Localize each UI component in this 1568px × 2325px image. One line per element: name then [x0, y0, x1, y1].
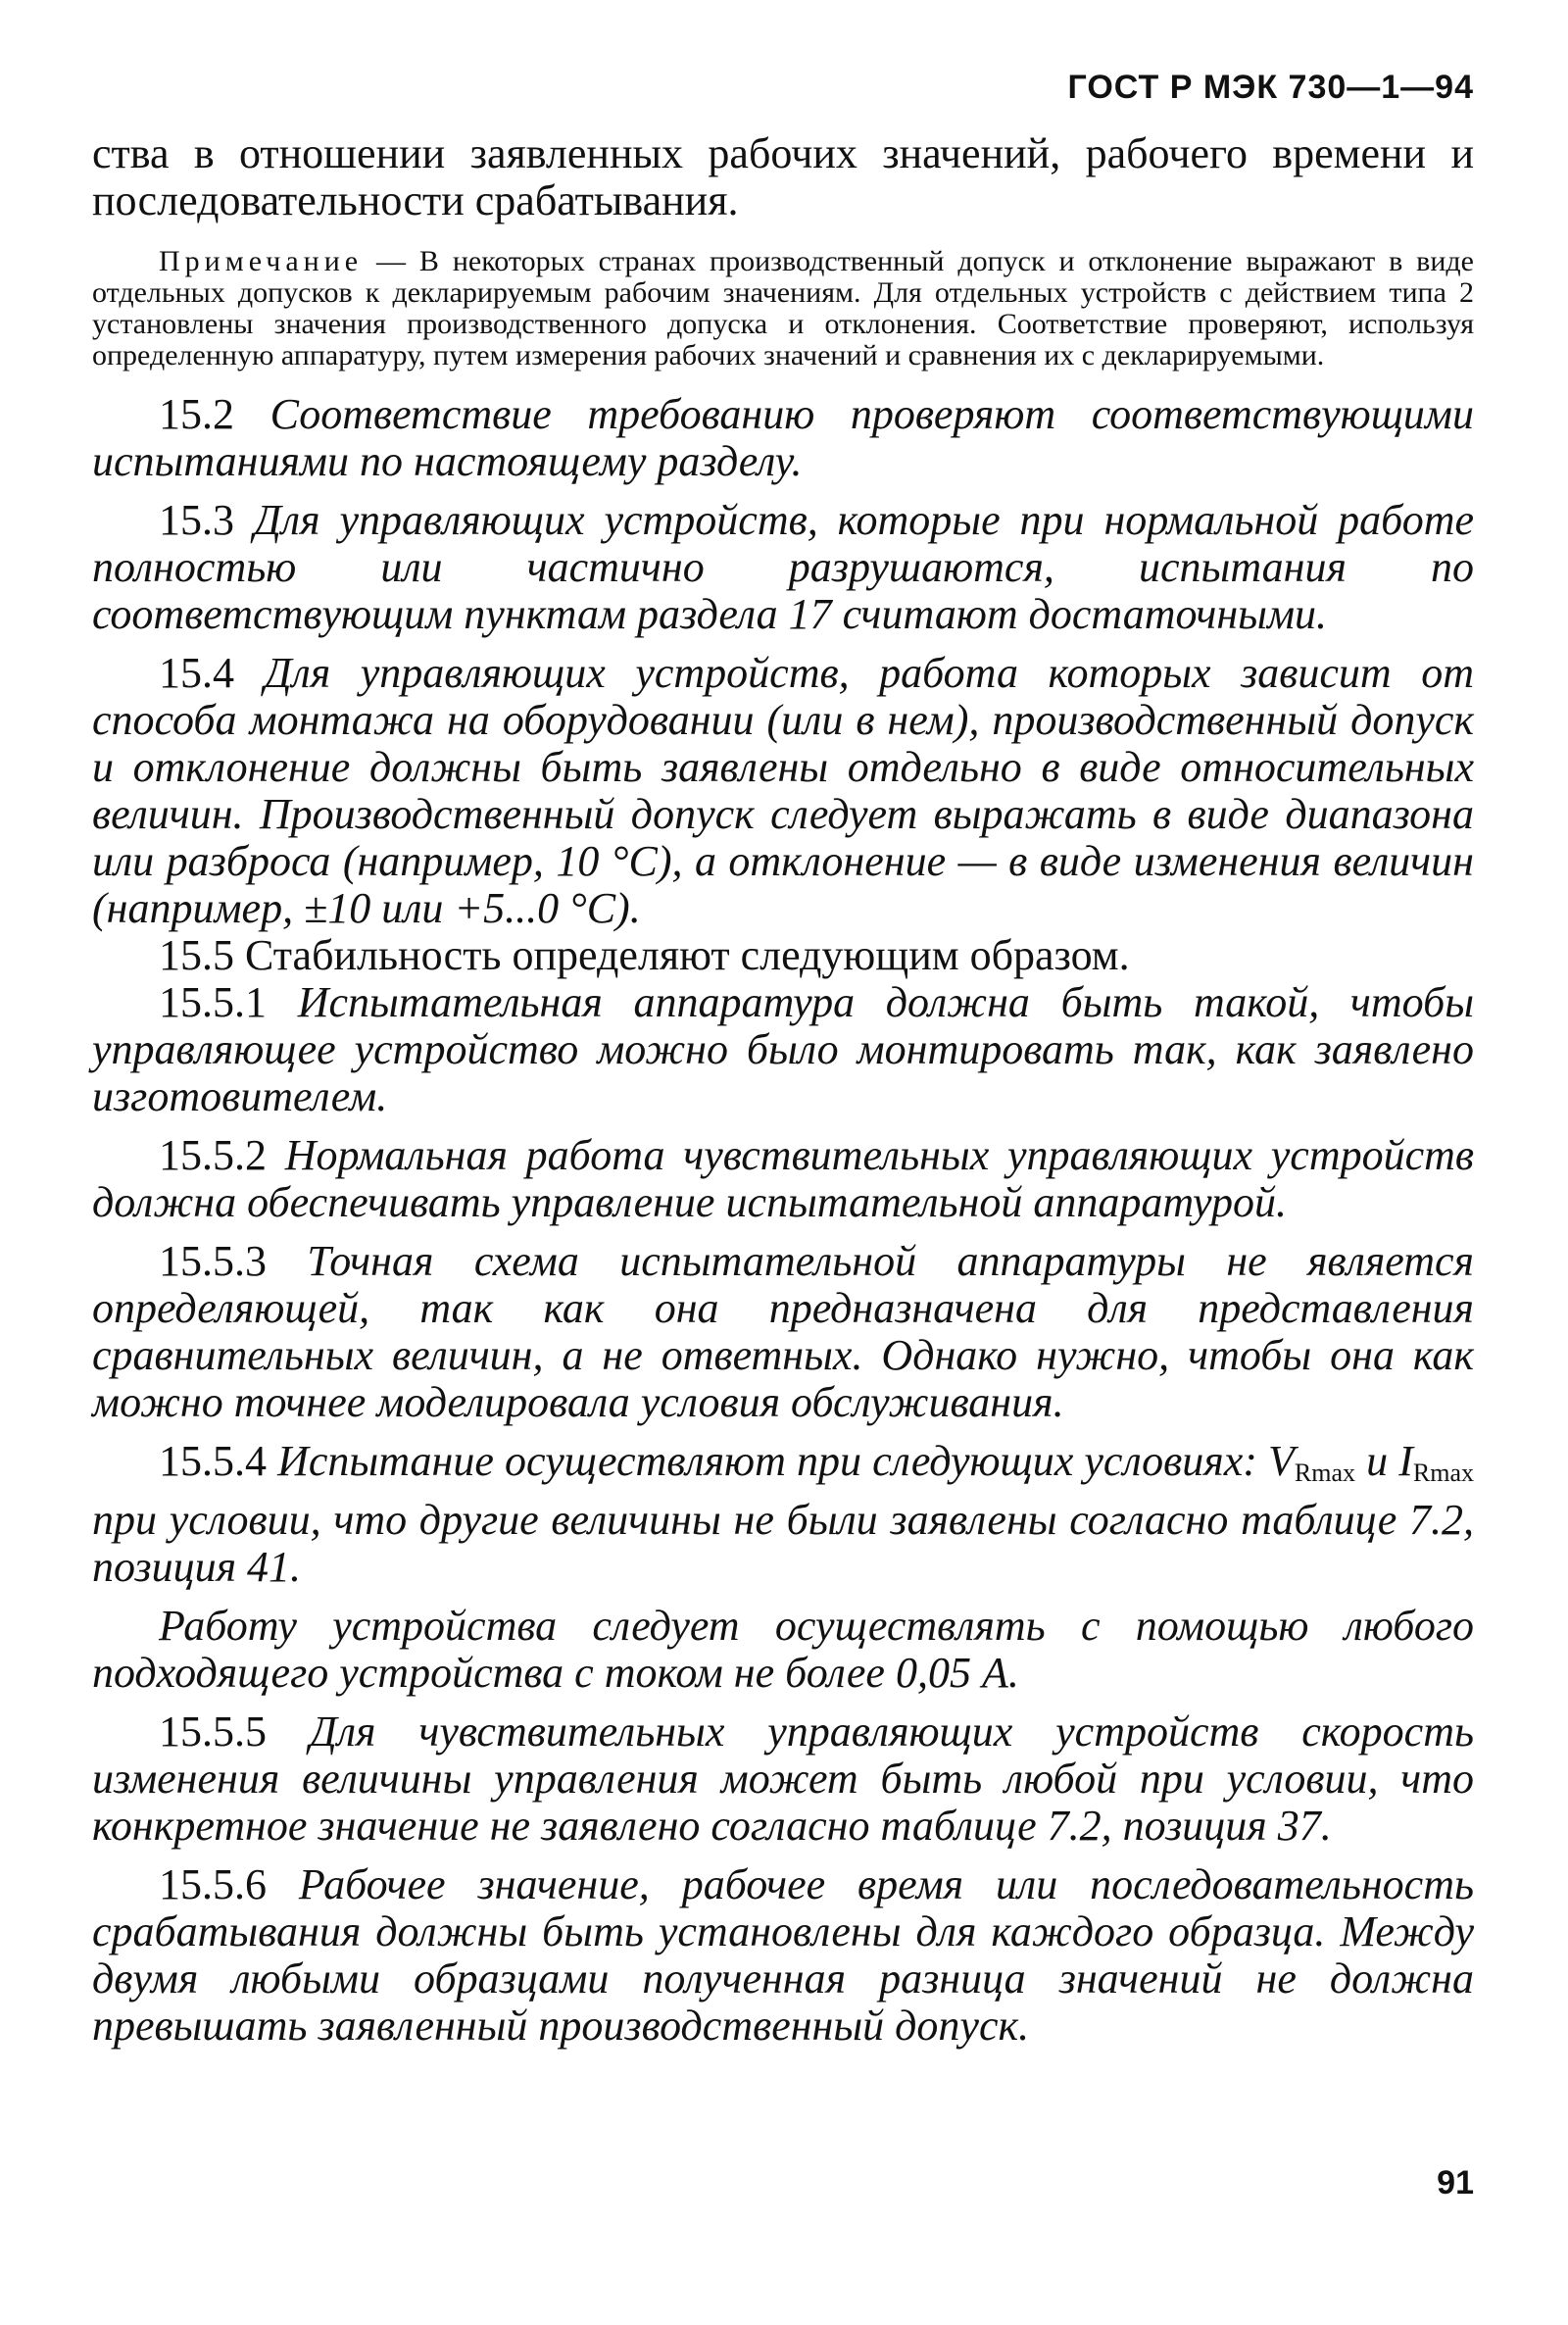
clause-number: 15.4 — [159, 649, 234, 697]
clause-text: Для чувствительных управляющих устройств скорость изменения величины управления может быть любой при условии, что конкретное значение не заявлено согласно таблице 7.2, позиция 37. — [92, 1707, 1475, 1850]
current-subscript: Rmax — [1412, 1459, 1474, 1487]
clause-number: 15.2 — [159, 390, 234, 438]
clause-text: Соответствие требованию проверяют соответствующими испытаниями по настоящему разделу. — [92, 390, 1474, 485]
clause-15-4 — [92, 650, 1474, 932]
current-symbol: I — [1398, 1437, 1413, 1485]
clause-text-c: при условии, что другие величины не были заявлены согласно таблице 7.2, позиция 41. — [92, 1496, 1474, 1591]
clause-15-5 — [92, 932, 1474, 979]
clause-number: 15.3 — [159, 496, 234, 544]
clause-15-5-1 — [92, 979, 1474, 1120]
document-header: ГОСТ Р МЭК 730—1—94 — [1067, 69, 1474, 106]
clause-text: Точная схема испытательной аппаратуры не является определяющей, так как она предназначена для представления сравнительных величин, а не ответных. Однако нужно, чтобы она как можно точнее моделировала условия обслуживания. — [92, 1237, 1475, 1426]
clause-15-3 — [92, 497, 1474, 638]
clause-number: 15.5.4 — [159, 1437, 267, 1485]
clause-15-5-6 — [92, 1861, 1474, 2050]
clause-text: Испытательная аппаратура должна быть такой, чтобы управляющее устройство можно было монтировать так, как заявлено изготовителем. — [92, 978, 1475, 1120]
clause-text: Рабочее значение, рабочее время или последовательность срабатывания должны быть установлены для каждого образца. Между двумя любыми образцами полученная разница значений не должна превышать заявленный производственный допуск. — [92, 1860, 1475, 2050]
voltage-symbol: V — [1268, 1437, 1295, 1485]
clause-text-b: и — [1355, 1437, 1399, 1485]
note-paragraph — [92, 246, 1474, 371]
clause-number: 15.5.1 — [159, 978, 267, 1026]
clause-15-2 — [92, 391, 1474, 485]
clause-number: 15.5.5 — [159, 1707, 267, 1756]
clause-15-5-2 — [92, 1132, 1474, 1226]
intro-paragraph: ства в отношении заявленных рабочих значений, рабочего времени и последовательности срабатывания. — [92, 129, 1474, 224]
clause-15-5-4 — [92, 1438, 1474, 1591]
clause-15-5-3 — [92, 1238, 1474, 1426]
clause-number: 15.5.6 — [159, 1860, 267, 1908]
clause-text: Стабильность определяют следующим образом. — [245, 931, 1130, 979]
clause-number: 15.5 — [159, 931, 234, 979]
voltage-subscript: Rmax — [1294, 1459, 1356, 1487]
page-number: 91 — [1437, 2164, 1474, 2201]
clause-text: Для управляющих устройств, работа которых зависит от способа монтажа на оборудовании (или в нем), производственный допуск и отклонение должны быть заявлены отдельно в виде относительных величин. Производственный допуск следует выражать в виде диапазона или разброса (например, 10 °С), а отклонение — в виде изменения величин (например, ±10 или +5...0 °С). — [92, 649, 1475, 932]
clause-15-5-4-continuation: Работу устройства следует осуществлять с помощью любого подходящего устройства с током не более 0,05 А. — [92, 1602, 1474, 1697]
note-text: — В некоторых странах производственный допуск и отклонение выражают в виде отдельных допусков к декларируемым рабочим значениям. Для отдельных устройств с действием типа 2 установлены значения производственного допуска и отклонения. Соответствие проверяют, используя определенную аппаратуру, путем измерения рабочих значений и сравнения их с декларируемыми. — [92, 245, 1474, 371]
clause-number: 15.5.3 — [159, 1237, 267, 1285]
clause-number: 15.5.2 — [159, 1131, 267, 1179]
clause-text: Нормальная работа чувствительных управляющих устройств должна обеспечивать управление испытательной аппаратурой. — [92, 1131, 1475, 1226]
clause-text: Для управляющих устройств, которые при нормальной работе полностью или частично разрушаются, испытания по соответствующим пунктам раздела 17 считают достаточными. — [92, 496, 1475, 638]
note-label: Примечание — [159, 245, 364, 277]
clause-text-a: Испытание осуществляют при следующих условиях: — [277, 1437, 1269, 1485]
clause-15-5-5 — [92, 1708, 1474, 1850]
